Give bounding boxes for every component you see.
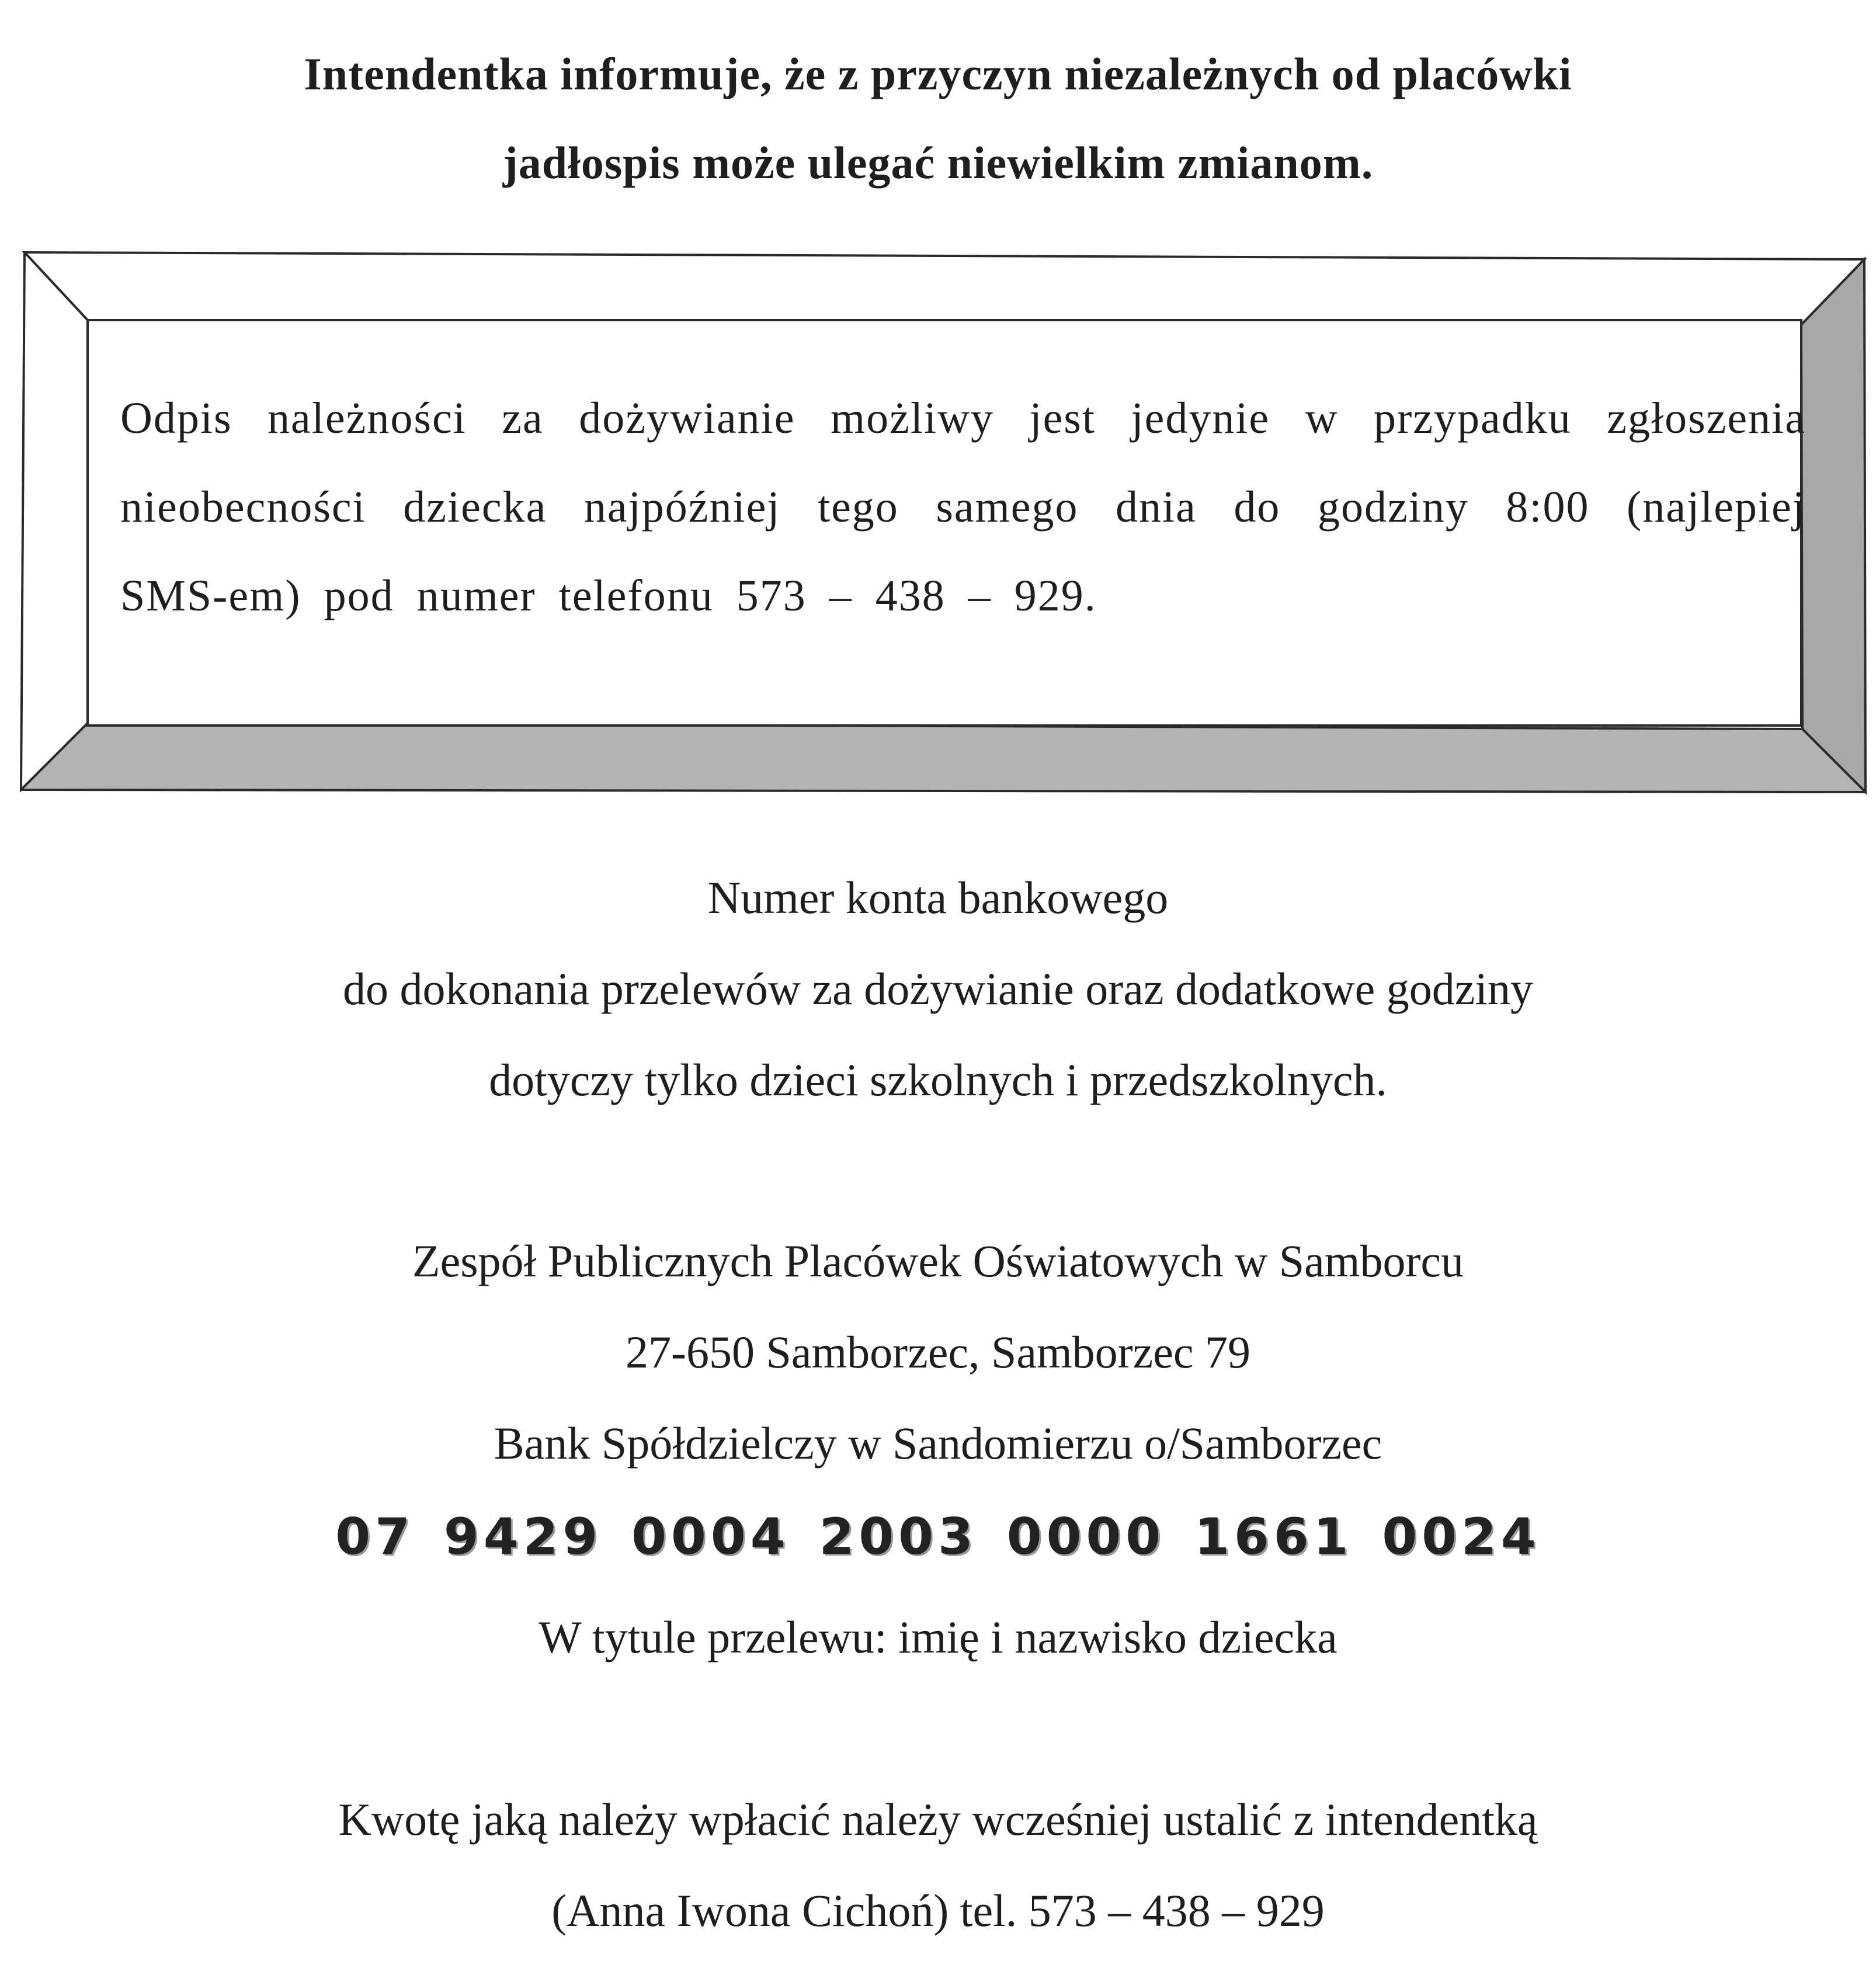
account-number: 07 9429 0004 2003 0000 1661 0024 <box>335 1508 1541 1566</box>
bevel-right <box>1801 259 1865 792</box>
bank-intro-line-2: do dokonania przelewów za dożywianie oraz dodatkowe godziny <box>342 963 1534 1014</box>
transfer-title-instruction: W tytule przelewu: imię i nazwisko dziecka <box>539 1612 1337 1662</box>
bank-name: Bank Spółdzielczy w Sandomierzu o/Samborzec <box>494 1418 1382 1469</box>
bevel-frame <box>20 251 1867 794</box>
contact-line-2: (Anna Iwona Cichoń) tel. 573 – 438 – 929 <box>551 1885 1325 1936</box>
absence-notice-text: Odpis należności za dożywianie możliwy jest jedynie w przypadku zgłoszenia nieobecności dziecka najpóźniej tego samego dnia do godziny 8:00 (najlepiej SMS-em) pod numer telefonu 573 – 438 – 929. <box>120 394 1806 620</box>
bevel-left <box>21 252 88 790</box>
bevel-bottom <box>21 723 1865 792</box>
bevel-top <box>25 252 1864 325</box>
institution-address: 27-650 Samborzec, Samborzec 79 <box>626 1327 1250 1377</box>
bank-intro-line-3: dotyczy tylko dzieci szkolnych i przedszkolnych. <box>489 1054 1387 1105</box>
institution-name: Zespół Publicznych Placówek Oświatowych w Samborcu <box>412 1235 1464 1286</box>
notice-line-1: Intendentka informuje, że z przyczyn niezależnych od placówki <box>304 48 1572 99</box>
contact-line-1: Kwotę jaką należy wpłacić należy wcześniej ustalić z intendentką <box>338 1794 1538 1845</box>
bank-intro-line-1: Numer konta bankowego <box>707 872 1169 923</box>
notice-line-2: jadłospis może ulegać niewielkim zmianom. <box>502 137 1374 188</box>
